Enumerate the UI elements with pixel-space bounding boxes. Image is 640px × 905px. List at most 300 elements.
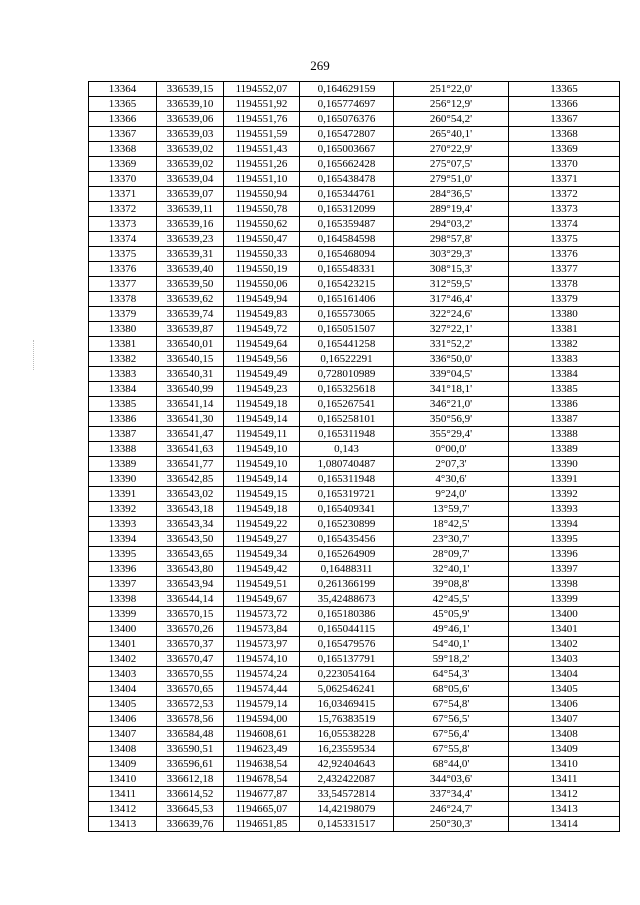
y-coordinate-cell: 1194608,61 (224, 727, 300, 742)
direction-angle-cell: 339°04,5' (394, 367, 509, 382)
point-number-cell: 13410 (89, 772, 157, 787)
x-coordinate-cell: 336540,01 (157, 337, 224, 352)
table-row (89, 757, 620, 772)
x-coordinate-cell: 336570,26 (157, 622, 224, 637)
point-number-cell: 13404 (89, 682, 157, 697)
x-coordinate-cell: 336590,51 (157, 742, 224, 757)
x-coordinate-cell: 336584,48 (157, 727, 224, 742)
next-point-cell: 13376 (509, 247, 620, 262)
direction-angle-cell: 64°54,3' (394, 667, 509, 682)
distance-cell: 0,165479576 (300, 637, 394, 652)
point-number-cell: 13372 (89, 202, 157, 217)
y-coordinate-cell: 1194551,10 (224, 172, 300, 187)
direction-angle-cell: 45°05,9' (394, 607, 509, 622)
direction-angle-cell: 260°54,2' (394, 112, 509, 127)
point-number-cell: 13405 (89, 697, 157, 712)
coordinates-table (88, 81, 620, 832)
direction-angle-cell: 317°46,4' (394, 292, 509, 307)
point-number-cell: 13407 (89, 727, 157, 742)
point-number-cell: 13386 (89, 412, 157, 427)
next-point-cell: 13414 (509, 817, 620, 832)
next-point-cell: 13401 (509, 622, 620, 637)
direction-angle-cell: 67°54,8' (394, 697, 509, 712)
distance-cell: 35,42488673 (300, 592, 394, 607)
direction-angle-cell: 9°24,0' (394, 487, 509, 502)
next-point-cell: 13400 (509, 607, 620, 622)
x-coordinate-cell: 336539,06 (157, 112, 224, 127)
x-coordinate-cell: 336639,76 (157, 817, 224, 832)
x-coordinate-cell: 336539,10 (157, 97, 224, 112)
table-row (89, 172, 620, 187)
table-row (89, 337, 620, 352)
table-row (89, 607, 620, 622)
table-row (89, 412, 620, 427)
direction-angle-cell: 0°00,0' (394, 442, 509, 457)
point-number-cell: 13396 (89, 562, 157, 577)
x-coordinate-cell: 336539,07 (157, 187, 224, 202)
table-row (89, 772, 620, 787)
direction-angle-cell: 327°22,1' (394, 322, 509, 337)
y-coordinate-cell: 1194549,18 (224, 502, 300, 517)
table-row (89, 577, 620, 592)
direction-angle-cell: 68°44,0' (394, 757, 509, 772)
table-row (89, 637, 620, 652)
direction-angle-cell: 346°21,0' (394, 397, 509, 412)
point-number-cell: 13380 (89, 322, 157, 337)
distance-cell: 0,145331517 (300, 817, 394, 832)
point-number-cell: 13376 (89, 262, 157, 277)
next-point-cell: 13380 (509, 307, 620, 322)
y-coordinate-cell: 1194573,84 (224, 622, 300, 637)
point-number-cell: 13393 (89, 517, 157, 532)
table-row (89, 292, 620, 307)
next-point-cell: 13391 (509, 472, 620, 487)
x-coordinate-cell: 336570,65 (157, 682, 224, 697)
direction-angle-cell: 265°40,1' (394, 127, 509, 142)
next-point-cell: 13411 (509, 772, 620, 787)
x-coordinate-cell: 336541,30 (157, 412, 224, 427)
x-coordinate-cell: 336612,18 (157, 772, 224, 787)
x-coordinate-cell: 336614,52 (157, 787, 224, 802)
direction-angle-cell: 275°07,5' (394, 157, 509, 172)
table-row (89, 367, 620, 382)
point-number-cell: 13382 (89, 352, 157, 367)
table-row (89, 727, 620, 742)
x-coordinate-cell: 336542,85 (157, 472, 224, 487)
x-coordinate-cell: 336539,04 (157, 172, 224, 187)
point-number-cell: 13384 (89, 382, 157, 397)
x-coordinate-cell: 336539,02 (157, 142, 224, 157)
table-row (89, 817, 620, 832)
x-coordinate-cell: 336541,47 (157, 427, 224, 442)
next-point-cell: 13387 (509, 412, 620, 427)
direction-angle-cell: 32°40,1' (394, 562, 509, 577)
point-number-cell: 13395 (89, 547, 157, 562)
y-coordinate-cell: 1194549,11 (224, 427, 300, 442)
distance-cell: 0,165264909 (300, 547, 394, 562)
table-row (89, 667, 620, 682)
direction-angle-cell: 336°50,0' (394, 352, 509, 367)
distance-cell: 0,165076376 (300, 112, 394, 127)
next-point-cell: 13392 (509, 487, 620, 502)
next-point-cell: 13384 (509, 367, 620, 382)
distance-cell: 0,223054164 (300, 667, 394, 682)
y-coordinate-cell: 1194550,47 (224, 232, 300, 247)
y-coordinate-cell: 1194550,19 (224, 262, 300, 277)
next-point-cell: 13369 (509, 142, 620, 157)
point-number-cell: 13365 (89, 97, 157, 112)
next-point-cell: 13406 (509, 697, 620, 712)
page-number: 269 (310, 58, 330, 73)
direction-angle-cell: 39°08,8' (394, 577, 509, 592)
next-point-cell: 13412 (509, 787, 620, 802)
y-coordinate-cell: 1194549,10 (224, 457, 300, 472)
distance-cell: 0,165180386 (300, 607, 394, 622)
distance-cell: 1,080740487 (300, 457, 394, 472)
y-coordinate-cell: 1194573,97 (224, 637, 300, 652)
x-coordinate-cell: 336570,55 (157, 667, 224, 682)
distance-cell: 0,164629159 (300, 82, 394, 97)
table-row (89, 487, 620, 502)
distance-cell: 14,42198079 (300, 802, 394, 817)
x-coordinate-cell: 336572,53 (157, 697, 224, 712)
x-coordinate-cell: 336539,62 (157, 292, 224, 307)
next-point-cell: 13373 (509, 202, 620, 217)
table-row (89, 472, 620, 487)
point-number-cell: 13385 (89, 397, 157, 412)
point-number-cell: 13400 (89, 622, 157, 637)
distance-cell: 16,03469415 (300, 697, 394, 712)
x-coordinate-cell: 336539,02 (157, 157, 224, 172)
point-number-cell: 13403 (89, 667, 157, 682)
distance-cell: 33,54572814 (300, 787, 394, 802)
y-coordinate-cell: 1194638,54 (224, 757, 300, 772)
direction-angle-cell: 256°12,9' (394, 97, 509, 112)
direction-angle-cell: 54°40,1' (394, 637, 509, 652)
distance-cell: 5,062546241 (300, 682, 394, 697)
table-row (89, 262, 620, 277)
next-point-cell: 13408 (509, 727, 620, 742)
table-row (89, 547, 620, 562)
direction-angle-cell: 322°24,6' (394, 307, 509, 322)
next-point-cell: 13390 (509, 457, 620, 472)
x-coordinate-cell: 336539,11 (157, 202, 224, 217)
distance-cell: 0,728010989 (300, 367, 394, 382)
point-number-cell: 13406 (89, 712, 157, 727)
x-coordinate-cell: 336539,16 (157, 217, 224, 232)
y-coordinate-cell: 1194549,34 (224, 547, 300, 562)
distance-cell: 0,165441258 (300, 337, 394, 352)
y-coordinate-cell: 1194574,10 (224, 652, 300, 667)
distance-cell: 0,165230899 (300, 517, 394, 532)
x-coordinate-cell: 336540,15 (157, 352, 224, 367)
table-row (89, 352, 620, 367)
point-number-cell: 13387 (89, 427, 157, 442)
next-point-cell: 13394 (509, 517, 620, 532)
next-point-cell: 13393 (509, 502, 620, 517)
x-coordinate-cell: 336539,23 (157, 232, 224, 247)
point-number-cell: 13377 (89, 277, 157, 292)
table-row (89, 697, 620, 712)
distance-cell: 0,165774697 (300, 97, 394, 112)
distance-cell: 42,92404643 (300, 757, 394, 772)
next-point-cell: 13379 (509, 292, 620, 307)
direction-angle-cell: 13°59,7' (394, 502, 509, 517)
table-row (89, 187, 620, 202)
distance-cell: 0,165359487 (300, 217, 394, 232)
table-row (89, 532, 620, 547)
y-coordinate-cell: 1194549,64 (224, 337, 300, 352)
distance-cell: 0,16488311 (300, 562, 394, 577)
direction-angle-cell: 308°15,3' (394, 262, 509, 277)
x-coordinate-cell: 336541,77 (157, 457, 224, 472)
direction-angle-cell: 49°46,1' (394, 622, 509, 637)
next-point-cell: 13382 (509, 337, 620, 352)
x-coordinate-cell: 336543,50 (157, 532, 224, 547)
distance-cell: 0,165662428 (300, 157, 394, 172)
point-number-cell: 13412 (89, 802, 157, 817)
point-number-cell: 13392 (89, 502, 157, 517)
x-coordinate-cell: 336543,34 (157, 517, 224, 532)
next-point-cell: 13368 (509, 127, 620, 142)
distance-cell: 0,165409341 (300, 502, 394, 517)
distance-cell: 0,165468094 (300, 247, 394, 262)
next-point-cell: 13378 (509, 277, 620, 292)
direction-angle-cell: 298°57,8' (394, 232, 509, 247)
table-row (89, 397, 620, 412)
next-point-cell: 13386 (509, 397, 620, 412)
y-coordinate-cell: 1194551,76 (224, 112, 300, 127)
direction-angle-cell: 344°03,6' (394, 772, 509, 787)
next-point-cell: 13410 (509, 757, 620, 772)
distance-cell: 0,165311948 (300, 427, 394, 442)
x-coordinate-cell: 336539,31 (157, 247, 224, 262)
y-coordinate-cell: 1194550,94 (224, 187, 300, 202)
direction-angle-cell: 289°19,4' (394, 202, 509, 217)
direction-angle-cell: 270°22,9' (394, 142, 509, 157)
direction-angle-cell: 294°03,2' (394, 217, 509, 232)
distance-cell: 15,76383519 (300, 712, 394, 727)
x-coordinate-cell: 336540,31 (157, 367, 224, 382)
y-coordinate-cell: 1194549,72 (224, 322, 300, 337)
table-row (89, 802, 620, 817)
point-number-cell: 13397 (89, 577, 157, 592)
table-row (89, 277, 620, 292)
y-coordinate-cell: 1194551,26 (224, 157, 300, 172)
direction-angle-cell: 18°42,5' (394, 517, 509, 532)
distance-cell: 0,165344761 (300, 187, 394, 202)
y-coordinate-cell: 1194549,83 (224, 307, 300, 322)
point-number-cell: 13367 (89, 127, 157, 142)
table-row (89, 742, 620, 757)
x-coordinate-cell: 336578,56 (157, 712, 224, 727)
x-coordinate-cell: 336539,40 (157, 262, 224, 277)
y-coordinate-cell: 1194551,92 (224, 97, 300, 112)
point-number-cell: 13368 (89, 142, 157, 157)
table-row (89, 622, 620, 637)
table-row (89, 112, 620, 127)
y-coordinate-cell: 1194550,06 (224, 277, 300, 292)
point-number-cell: 13383 (89, 367, 157, 382)
direction-angle-cell: 42°45,5' (394, 592, 509, 607)
table-row (89, 307, 620, 322)
table-row (89, 562, 620, 577)
table-row (89, 157, 620, 172)
table-row (89, 502, 620, 517)
y-coordinate-cell: 1194551,43 (224, 142, 300, 157)
y-coordinate-cell: 1194549,15 (224, 487, 300, 502)
distance-cell: 0,164584598 (300, 232, 394, 247)
x-coordinate-cell: 336570,47 (157, 652, 224, 667)
y-coordinate-cell: 1194549,49 (224, 367, 300, 382)
next-point-cell: 13396 (509, 547, 620, 562)
x-coordinate-cell: 336539,50 (157, 277, 224, 292)
direction-angle-cell: 279°51,0' (394, 172, 509, 187)
next-point-cell: 13370 (509, 157, 620, 172)
point-number-cell: 13378 (89, 292, 157, 307)
point-number-cell: 13409 (89, 757, 157, 772)
y-coordinate-cell: 1194549,10 (224, 442, 300, 457)
y-coordinate-cell: 1194549,22 (224, 517, 300, 532)
next-point-cell: 13365 (509, 82, 620, 97)
next-point-cell: 13395 (509, 532, 620, 547)
x-coordinate-cell: 336539,87 (157, 322, 224, 337)
table-row (89, 442, 620, 457)
distance-cell: 0,165044115 (300, 622, 394, 637)
distance-cell: 16,23559534 (300, 742, 394, 757)
x-coordinate-cell: 336540,99 (157, 382, 224, 397)
x-coordinate-cell: 336539,15 (157, 82, 224, 97)
next-point-cell: 13407 (509, 712, 620, 727)
direction-angle-cell: 251°22,0' (394, 82, 509, 97)
point-number-cell: 13388 (89, 442, 157, 457)
direction-angle-cell: 59°18,2' (394, 652, 509, 667)
coordinates-table-body (89, 82, 620, 832)
table-row (89, 202, 620, 217)
distance-cell: 0,165312099 (300, 202, 394, 217)
x-coordinate-cell: 336543,65 (157, 547, 224, 562)
y-coordinate-cell: 1194574,44 (224, 682, 300, 697)
next-point-cell: 13385 (509, 382, 620, 397)
x-coordinate-cell: 336544,14 (157, 592, 224, 607)
y-coordinate-cell: 1194651,85 (224, 817, 300, 832)
y-coordinate-cell: 1194594,00 (224, 712, 300, 727)
direction-angle-cell: 331°52,2' (394, 337, 509, 352)
next-point-cell: 13372 (509, 187, 620, 202)
y-coordinate-cell: 1194549,18 (224, 397, 300, 412)
direction-angle-cell: 2°07,3' (394, 457, 509, 472)
point-number-cell: 13391 (89, 487, 157, 502)
next-point-cell: 13381 (509, 322, 620, 337)
distance-cell: 0,16522291 (300, 352, 394, 367)
x-coordinate-cell: 336539,03 (157, 127, 224, 142)
next-point-cell: 13402 (509, 637, 620, 652)
table-row (89, 382, 620, 397)
table-row (89, 232, 620, 247)
point-number-cell: 13366 (89, 112, 157, 127)
y-coordinate-cell: 1194549,14 (224, 472, 300, 487)
y-coordinate-cell: 1194552,07 (224, 82, 300, 97)
point-number-cell: 13379 (89, 307, 157, 322)
next-point-cell: 13377 (509, 262, 620, 277)
point-number-cell: 13394 (89, 532, 157, 547)
point-number-cell: 13369 (89, 157, 157, 172)
direction-angle-cell: 67°56,5' (394, 712, 509, 727)
direction-angle-cell: 341°18,1' (394, 382, 509, 397)
y-coordinate-cell: 1194677,87 (224, 787, 300, 802)
y-coordinate-cell: 1194665,07 (224, 802, 300, 817)
distance-cell: 0,165161406 (300, 292, 394, 307)
next-point-cell: 13367 (509, 112, 620, 127)
table-row (89, 217, 620, 232)
direction-angle-cell: 67°56,4' (394, 727, 509, 742)
margin-scan-mark (33, 340, 37, 370)
point-number-cell: 13398 (89, 592, 157, 607)
point-number-cell: 13373 (89, 217, 157, 232)
direction-angle-cell: 355°29,4' (394, 427, 509, 442)
table-row (89, 82, 620, 97)
distance-cell: 0,165267541 (300, 397, 394, 412)
distance-cell: 0,165325618 (300, 382, 394, 397)
table-row (89, 652, 620, 667)
direction-angle-cell: 4°30,6' (394, 472, 509, 487)
y-coordinate-cell: 1194678,54 (224, 772, 300, 787)
direction-angle-cell: 67°55,8' (394, 742, 509, 757)
y-coordinate-cell: 1194549,23 (224, 382, 300, 397)
table-row (89, 97, 620, 112)
direction-angle-cell: 303°29,3' (394, 247, 509, 262)
next-point-cell: 13404 (509, 667, 620, 682)
direction-angle-cell: 312°59,5' (394, 277, 509, 292)
distance-cell: 0,165137791 (300, 652, 394, 667)
next-point-cell: 13397 (509, 562, 620, 577)
table-row (89, 682, 620, 697)
next-point-cell: 13403 (509, 652, 620, 667)
distance-cell: 0,143 (300, 442, 394, 457)
point-number-cell: 13390 (89, 472, 157, 487)
point-number-cell: 13402 (89, 652, 157, 667)
x-coordinate-cell: 336543,18 (157, 502, 224, 517)
point-number-cell: 13370 (89, 172, 157, 187)
direction-angle-cell: 250°30,3' (394, 817, 509, 832)
next-point-cell: 13399 (509, 592, 620, 607)
point-number-cell: 13411 (89, 787, 157, 802)
y-coordinate-cell: 1194549,27 (224, 532, 300, 547)
distance-cell: 0,165003667 (300, 142, 394, 157)
direction-angle-cell: 246°24,7' (394, 802, 509, 817)
next-point-cell: 13375 (509, 232, 620, 247)
x-coordinate-cell: 336543,80 (157, 562, 224, 577)
y-coordinate-cell: 1194549,14 (224, 412, 300, 427)
distance-cell: 0,165548331 (300, 262, 394, 277)
direction-angle-cell: 28°09,7' (394, 547, 509, 562)
table-row (89, 127, 620, 142)
x-coordinate-cell: 336570,15 (157, 607, 224, 622)
point-number-cell: 13364 (89, 82, 157, 97)
x-coordinate-cell: 336543,02 (157, 487, 224, 502)
distance-cell: 0,165051507 (300, 322, 394, 337)
distance-cell: 0,165438478 (300, 172, 394, 187)
next-point-cell: 13371 (509, 172, 620, 187)
y-coordinate-cell: 1194550,78 (224, 202, 300, 217)
direction-angle-cell: 23°30,7' (394, 532, 509, 547)
table-row (89, 457, 620, 472)
distance-cell: 0,165423215 (300, 277, 394, 292)
distance-cell: 0,261366199 (300, 577, 394, 592)
point-number-cell: 13408 (89, 742, 157, 757)
table-row (89, 787, 620, 802)
point-number-cell: 13371 (89, 187, 157, 202)
